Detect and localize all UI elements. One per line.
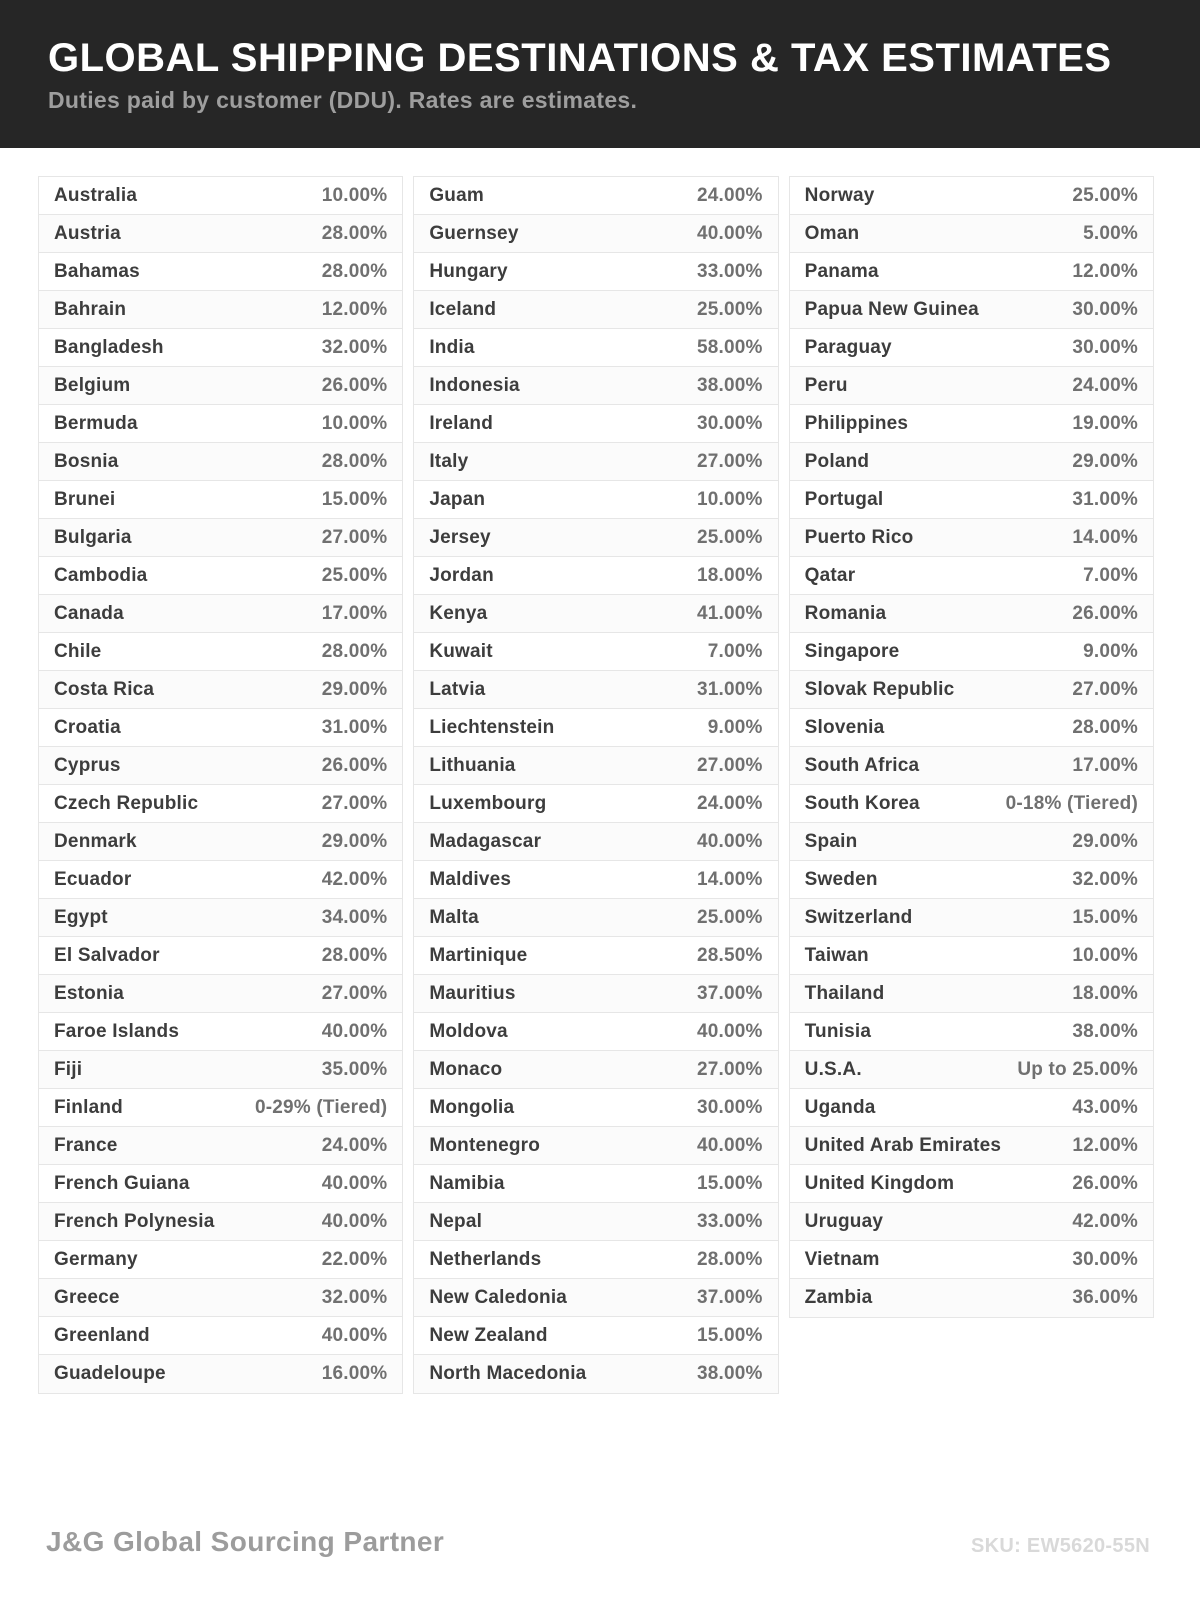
tax-rate: 30.00% [697,412,763,434]
country-name: Lithuania [429,754,516,776]
table-row [414,1355,777,1393]
table-row [39,709,402,747]
table-row [790,519,1153,557]
tax-rate: 28.00% [321,222,388,244]
tax-rate: Up to 25.00% [1017,1058,1138,1080]
country-name: Paraguay [804,336,892,358]
table-row [39,1279,402,1317]
table-row [414,1241,777,1279]
tax-rate: 29.00% [1072,830,1138,852]
country-name: Vietnam [804,1248,880,1270]
table-row [790,557,1153,595]
country-name: Uruguay [804,1210,884,1232]
tax-rate: 30.00% [1072,1248,1138,1270]
tax-rate: 26.00% [1072,1172,1138,1194]
tax-rate: 28.00% [697,1248,763,1270]
table-row [414,519,777,557]
country-name: Kuwait [429,640,493,662]
rates-column-1 [38,176,403,1394]
tax-rate: 26.00% [1072,602,1138,624]
rates-column-3 [789,176,1154,1318]
table-row [790,1089,1153,1127]
table-row [39,405,402,443]
country-name: United Kingdom [804,1172,955,1194]
country-name: Indonesia [429,374,520,396]
table-row [414,823,777,861]
tax-rate: 15.00% [321,488,388,510]
table-row [790,215,1153,253]
table-row [790,443,1153,481]
table-row [414,329,777,367]
table-row [790,177,1153,215]
tax-rate: 0-29% (Tiered) [254,1096,388,1118]
table-row [39,671,402,709]
tax-rate: 28.00% [321,640,388,662]
tax-rate: 31.00% [321,716,388,738]
country-name: Puerto Rico [804,526,914,548]
table-row [790,1203,1153,1241]
country-name: Ecuador [54,868,132,890]
table-row [414,1051,777,1089]
tax-rate: 26.00% [321,374,388,396]
tax-rate: 12.00% [1072,1134,1138,1156]
country-name: Mongolia [429,1096,515,1118]
country-name: Romania [804,602,887,624]
table-row [790,823,1153,861]
table-row [790,481,1153,519]
table-row [790,747,1153,785]
tax-rate: 42.00% [321,868,388,890]
tax-rate: 16.00% [321,1363,388,1384]
country-name: Netherlands [429,1248,542,1270]
table-row [39,215,402,253]
country-name: North Macedonia [429,1363,587,1384]
country-name: Panama [804,260,879,282]
table-row [39,557,402,595]
country-name: Estonia [54,982,125,1004]
country-name: Latvia [429,678,486,700]
country-name: Norway [804,184,875,206]
country-name: Denmark [54,830,137,852]
table-row [790,291,1153,329]
table-row [39,1241,402,1279]
country-name: Luxembourg [429,792,547,814]
table-row [414,861,777,899]
tax-rate: 27.00% [697,1058,763,1080]
country-name: Costa Rica [54,678,155,700]
table-row [790,975,1153,1013]
tax-rate: 29.00% [321,830,388,852]
tax-rate: 10.00% [321,412,388,434]
tax-rate: 7.00% [1083,564,1138,586]
country-name: Tunisia [804,1020,872,1042]
table-row [39,899,402,937]
tax-rate: 27.00% [321,526,388,548]
header-banner [0,0,1200,148]
table-row [790,671,1153,709]
table-row [39,785,402,823]
tax-rate: 10.00% [1072,944,1138,966]
tax-rate: 27.00% [1072,678,1138,700]
table-row [414,1279,777,1317]
table-row [39,595,402,633]
tax-rate: 31.00% [1072,488,1138,510]
country-name: South Africa [804,754,920,776]
country-name: Cyprus [54,754,121,776]
tax-rate: 27.00% [321,792,388,814]
table-row [790,253,1153,291]
table-row [39,1203,402,1241]
country-name: Maldives [429,868,512,890]
tax-rate: 15.00% [697,1172,763,1194]
tax-rate: 34.00% [321,906,388,928]
tax-rate: 27.00% [321,982,388,1004]
tax-rate: 15.00% [697,1324,763,1346]
tax-rate: 12.00% [321,298,388,320]
country-name: Bermuda [54,412,138,434]
country-name: Portugal [804,488,884,510]
table-row [414,975,777,1013]
tax-rate: 25.00% [1072,184,1138,206]
table-row [39,937,402,975]
tax-rate: 38.00% [697,374,763,396]
table-row [790,1165,1153,1203]
country-name: Peru [804,374,848,396]
tax-rate: 40.00% [321,1324,388,1346]
tax-rate: 33.00% [697,1210,763,1232]
country-name: Nepal [429,1210,483,1232]
country-name: Canada [54,602,124,624]
table-row [39,633,402,671]
tax-rate: 10.00% [321,184,388,206]
table-row [790,709,1153,747]
country-name: Qatar [804,564,856,586]
table-row [790,405,1153,443]
country-name: French Polynesia [54,1210,215,1232]
table-row [790,1013,1153,1051]
country-name: Monaco [429,1058,503,1080]
country-name: French Guiana [54,1172,190,1194]
table-row [790,899,1153,937]
tax-rate: 40.00% [697,222,763,244]
table-row [39,1051,402,1089]
table-row [790,1279,1153,1317]
country-name: Martinique [429,944,528,966]
tax-rate: 33.00% [697,260,763,282]
country-name: Brunei [54,488,116,510]
country-name: Japan [429,488,486,510]
table-row [39,481,402,519]
tax-rate: 43.00% [1072,1096,1138,1118]
tax-rate: 28.00% [321,450,388,472]
country-name: Austria [54,222,121,244]
tax-rate: 30.00% [1072,336,1138,358]
country-name: Guam [429,184,484,206]
country-name: Liechtenstein [429,716,555,738]
tax-rate: 24.00% [697,792,763,814]
country-name: Iceland [429,298,497,320]
table-row [39,1317,402,1355]
table-row [39,747,402,785]
table-row [414,1203,777,1241]
table-row [414,253,777,291]
country-name: Malta [429,906,479,928]
table-row [414,709,777,747]
table-row [414,1165,777,1203]
country-name: Guernsey [429,222,519,244]
tax-rate: 40.00% [321,1172,388,1194]
table-row [790,861,1153,899]
tax-rate: 14.00% [1072,526,1138,548]
tax-rate: 58.00% [697,336,763,358]
table-row [414,747,777,785]
country-name: Thailand [804,982,885,1004]
tax-rate: 25.00% [697,906,763,928]
tax-rate: 38.00% [697,1363,763,1384]
country-name: Finland [54,1096,123,1118]
tax-rate: 27.00% [697,450,763,472]
country-name: Croatia [54,716,121,738]
rates-table [0,148,1200,1394]
table-row [39,291,402,329]
country-name: South Korea [804,792,920,814]
tax-rate: 9.00% [1083,640,1138,662]
tax-rate: 37.00% [697,1286,763,1308]
table-row [790,785,1153,823]
country-name: Slovak Republic [804,678,955,700]
tax-rate: 35.00% [321,1058,388,1080]
country-name: Uganda [804,1096,876,1118]
country-name: Taiwan [804,944,869,966]
country-name: Philippines [804,412,909,434]
table-row [414,899,777,937]
country-name: Moldova [429,1020,508,1042]
country-name: Bangladesh [54,336,164,358]
table-row [414,443,777,481]
country-name: Italy [429,450,469,472]
tax-rate: 29.00% [1072,450,1138,472]
tax-rate: 24.00% [697,184,763,206]
country-name: Jordan [429,564,494,586]
country-name: Slovenia [804,716,885,738]
country-name: Bahrain [54,298,127,320]
tax-rate: 9.00% [707,716,763,738]
table-row [414,1317,777,1355]
country-name: Papua New Guinea [804,298,979,320]
country-name: France [54,1134,118,1156]
tax-rate: 38.00% [1072,1020,1138,1042]
tax-rate: 18.00% [697,564,763,586]
tax-rate: 25.00% [697,298,763,320]
table-row [39,1089,402,1127]
tax-rate: 32.00% [321,336,388,358]
country-name: Montenegro [429,1134,541,1156]
table-row [414,557,777,595]
table-row [790,329,1153,367]
tax-rate: 26.00% [321,754,388,776]
tax-rate: 30.00% [697,1096,763,1118]
tax-rate: 40.00% [697,1020,763,1042]
tax-rate: 24.00% [321,1134,388,1156]
country-name: Ireland [429,412,494,434]
tax-rate: 15.00% [1072,906,1138,928]
tax-rate: 28.00% [1072,716,1138,738]
tax-rate: 28.00% [321,260,388,282]
table-row [414,785,777,823]
country-name: New Caledonia [429,1286,568,1308]
country-name: El Salvador [54,944,160,966]
country-name: Bosnia [54,450,119,472]
tax-rate: 30.00% [1072,298,1138,320]
table-row [39,1165,402,1203]
table-row [790,937,1153,975]
table-row [39,823,402,861]
tax-rate: 27.00% [697,754,763,776]
table-row [414,215,777,253]
country-name: Bulgaria [54,526,132,548]
tax-rate: 0-18% (Tiered) [1005,792,1138,814]
tax-rate: 17.00% [321,602,388,624]
tax-rate: 5.00% [1083,222,1138,244]
table-row [39,367,402,405]
country-name: Germany [54,1248,138,1270]
table-row [39,329,402,367]
country-name: Egypt [54,906,108,928]
country-name: Greece [54,1286,120,1308]
tax-rate: 12.00% [1072,260,1138,282]
country-name: Kenya [429,602,488,624]
tax-rate: 25.00% [697,526,763,548]
country-name: Poland [804,450,870,472]
country-name: Australia [54,184,138,206]
table-row [414,1127,777,1165]
tax-rate: 40.00% [697,830,763,852]
country-name: Singapore [804,640,900,662]
table-row [414,1089,777,1127]
tax-rate: 22.00% [321,1248,388,1270]
table-row [790,1127,1153,1165]
country-name: Greenland [54,1324,150,1346]
tax-rate: 41.00% [697,602,763,624]
tax-rate: 18.00% [1072,982,1138,1004]
tax-rate: 17.00% [1072,754,1138,776]
tax-rate: 24.00% [1072,374,1138,396]
table-row [39,861,402,899]
table-row [414,937,777,975]
footer [0,1526,1200,1600]
page-subtitle: Duties paid by customer (DDU). Rates are estimates. [48,87,638,113]
tax-rate: 32.00% [1072,868,1138,890]
country-name: Chile [54,640,102,662]
table-row [790,633,1153,671]
country-name: Czech Republic [54,792,199,814]
tax-rate: 40.00% [321,1020,388,1042]
table-row [39,1013,402,1051]
country-name: Hungary [429,260,508,282]
tax-rate: 14.00% [697,868,763,890]
table-row [39,443,402,481]
country-name: Jersey [429,526,491,548]
tax-rate: 31.00% [697,678,763,700]
table-row [414,405,777,443]
rates-column-2 [413,176,778,1394]
country-name: Namibia [429,1172,505,1194]
tax-rate: 36.00% [1072,1287,1138,1308]
country-name: Switzerland [804,906,913,928]
country-name: New Zealand [429,1324,548,1346]
table-row [39,253,402,291]
country-name: Zambia [804,1287,873,1308]
sku-label: SKU: EW5620-55N [970,1535,1150,1557]
tax-rate: 28.00% [321,944,388,966]
tax-rate: 7.00% [707,640,763,662]
table-row [39,519,402,557]
tax-rate: 37.00% [697,982,763,1004]
tax-rate: 19.00% [1072,412,1138,434]
page-title: GLOBAL SHIPPING DESTINATIONS & TAX ESTIMATES [48,36,1112,80]
table-row [790,595,1153,633]
country-name: Fiji [54,1058,83,1080]
tax-rate: 29.00% [321,678,388,700]
table-row [414,633,777,671]
country-name: Guadeloupe [54,1363,166,1384]
tax-rate: 40.00% [697,1134,763,1156]
tax-rate: 32.00% [321,1286,388,1308]
table-row [39,975,402,1013]
country-name: Sweden [804,868,878,890]
table-row [790,367,1153,405]
tax-rate: 42.00% [1072,1210,1138,1232]
country-name: United Arab Emirates [804,1134,1002,1156]
table-row [39,1127,402,1165]
country-name: India [429,336,475,358]
table-row [414,291,777,329]
country-name: Cambodia [54,564,148,586]
table-row [414,595,777,633]
tax-rate: 10.00% [697,488,763,510]
table-row [790,1051,1153,1089]
table-row [414,481,777,519]
table-row [39,177,402,215]
table-row [414,177,777,215]
country-name: Madagascar [429,830,542,852]
brand-name: J&G Global Sourcing Partner [46,1526,445,1557]
table-row [790,1241,1153,1279]
country-name: Mauritius [429,982,516,1004]
country-name: U.S.A. [804,1058,862,1080]
tax-rate: 25.00% [321,564,388,586]
country-name: Oman [804,222,860,244]
table-row [414,671,777,709]
tax-rate: 40.00% [321,1210,388,1232]
country-name: Faroe Islands [54,1020,180,1042]
country-name: Belgium [54,374,131,396]
table-row [414,367,777,405]
table-row [414,1013,777,1051]
table-row [39,1355,402,1393]
country-name: Spain [804,830,858,852]
country-name: Bahamas [54,260,140,282]
tax-rate: 28.50% [697,944,763,966]
